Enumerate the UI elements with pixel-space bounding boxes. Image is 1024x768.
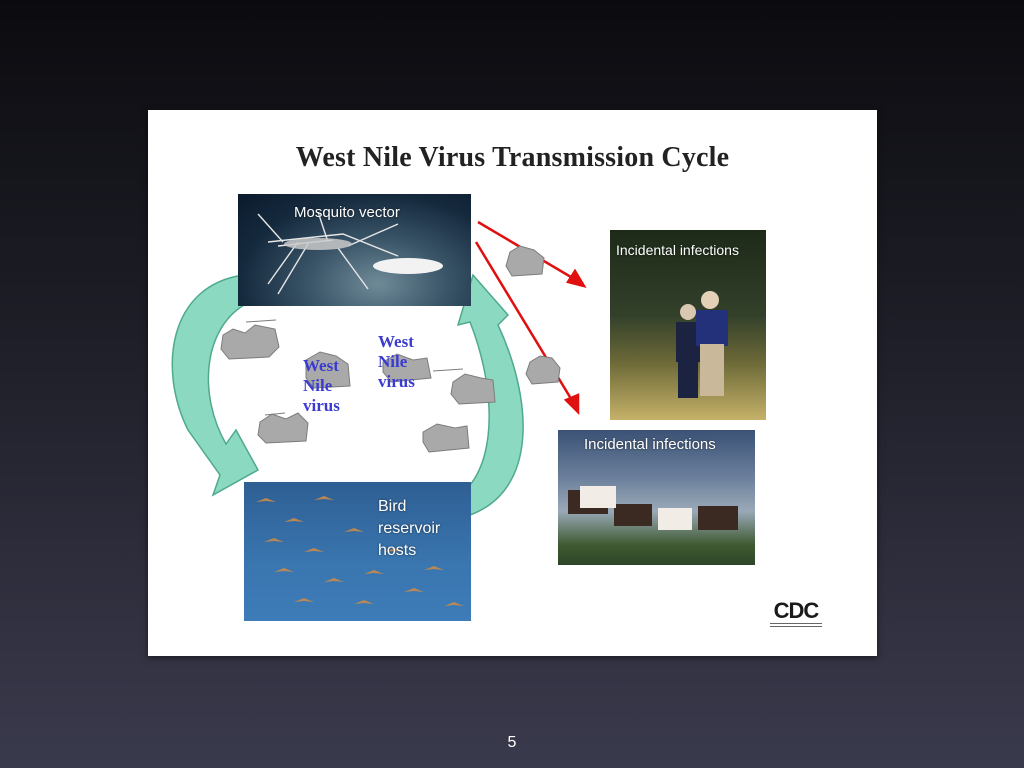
virus-label-left-line-1: West bbox=[303, 356, 339, 375]
page-number: 5 bbox=[507, 734, 517, 751]
virus-particle bbox=[526, 356, 560, 384]
virus-particle bbox=[246, 320, 463, 415]
west-nile-virus-label-right bbox=[378, 332, 415, 392]
infection-arrow-lower-head bbox=[566, 395, 578, 412]
bird-label-line-1: Bird bbox=[378, 498, 407, 515]
people-photo bbox=[610, 230, 766, 420]
people-illustration bbox=[610, 230, 766, 420]
bird-label-line-2: reservoir bbox=[378, 520, 441, 537]
cdc-logo-rule bbox=[770, 626, 822, 627]
bird-reservoir-hosts-label bbox=[378, 496, 440, 562]
virus-label-left-line-3: virus bbox=[303, 396, 340, 415]
virus-particle bbox=[221, 325, 279, 359]
cdc-logo-text: CDC bbox=[773, 598, 819, 623]
incidental-infections-label-2: Incidental infections bbox=[584, 436, 716, 453]
virus-label-left-line-2: Nile bbox=[303, 376, 333, 395]
slide-title: West Nile Virus Transmission Cycle bbox=[295, 142, 730, 173]
virus-label-right-line-2: Nile bbox=[378, 352, 408, 371]
virus-label-right-line-3: virus bbox=[378, 372, 415, 391]
cycle-arrow-left bbox=[172, 275, 258, 495]
birds-photo bbox=[244, 482, 471, 621]
west-nile-virus-label-left bbox=[303, 356, 340, 416]
virus-label-right-line-1: West bbox=[378, 332, 414, 351]
bird-label-line-3: hosts bbox=[378, 542, 417, 559]
incidental-infections-label-1: Incidental infections bbox=[616, 242, 739, 258]
mosquito-vector-label: Mosquito vector bbox=[294, 204, 400, 221]
mosquito-photo bbox=[238, 194, 471, 306]
cdc-logo-rule bbox=[770, 623, 822, 624]
cdc-logo bbox=[766, 598, 826, 628]
horses-photo bbox=[558, 430, 755, 565]
infection-arrow-upper-head bbox=[568, 271, 584, 286]
virus-particle bbox=[506, 246, 544, 276]
virus-particle bbox=[258, 413, 308, 443]
virus-particle bbox=[423, 424, 469, 452]
slide bbox=[148, 110, 877, 656]
